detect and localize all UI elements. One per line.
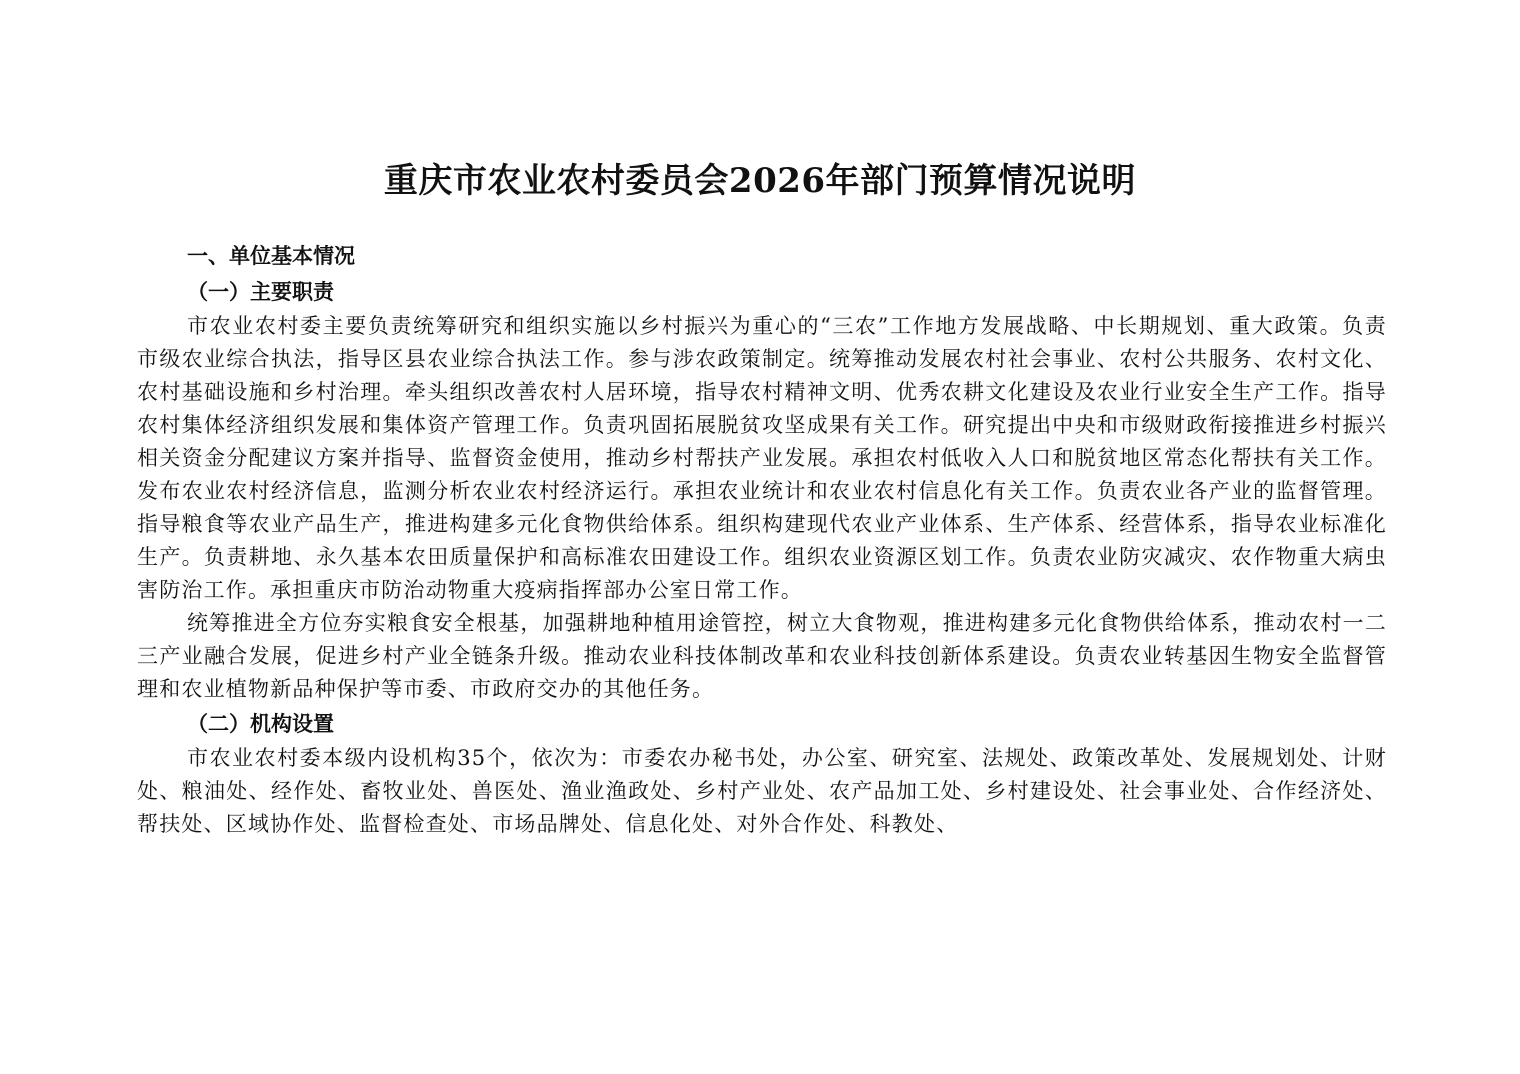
document-title: 重庆市农业农村委员会2026年部门预算情况说明 — [383, 161, 1137, 201]
paragraph-organization: 市农业农村委本级内设机构35个，依次为：市委农办秘书处，办公室、研究室、法规处、政策改革处、发展规划处、计财处、粮油处、经作处、畜牧业处、兽医处、渔业渔政处、乡村产业处、农产品加工处、乡村建设处、社会事业处、合作经济处、帮扶处、区域协作处、监督检查处、市场品牌处、信息化处、对外合作处、科教处、 — [137, 746, 1387, 836]
paragraph-additional-duties: 统筹推进全方位夯实粮食安全根基，加强耕地种植用途管控，树立大食物观，推进构建多元化食物供给体系，推动农村一二三产业融合发展，促进乡村产业全链条升级。推动农业科技体制改革和农业科技创新体系建设。负责农业转基因生物安全监督管理和农业植物新品种保护等市委、市政府交办的其他任务。 — [137, 611, 1387, 701]
section-heading-basic-info: 一、单位基本情况 — [187, 243, 355, 268]
paragraph-main-duties: 市农业农村委主要负责统筹研究和组织实施以乡村振兴为重心的“三农”工作地方发展战略、中长期规划、重大政策。负责市级农业综合执法，指导区县农业综合执法工作。参与涉农政策制定。统筹推动发展农村社会事业、农村公共服务、农村文化、农村基础设施和乡村治理。牵头组织改善农村人居环境，指导农村精神文明、优秀农耕文化建设及农业行业安全生产工作。指导农村集体经济组织发展和集体资产管理工作。负责巩固拓展脱贫攻坚成果有关工作。研究提出中央和市级财政衔接推进乡村振兴相关资金分配建议方案并指导、监督资金使用，推动乡村帮扶产业发展。承担农村低收入人口和脱贫地区常态化帮扶有关工作。发布农业农村经济信息，监测分析农业农村经济运行。承担农业统计和农业农村信息化有关工作。负责农业各产业的监督管理。指导粮食等农业产品生产，推进构建多元化食物供给体系。组织构建现代农业产业体系、生产体系、经营体系，指导农业标准化生产。负责耕地、永久基本农田质量保护和高标准农田建设工作。组织农业资源区划工作。负责农业防灾减灾、农作物重大病虫害防治工作。承担重庆市防治动物重大疫病指挥部办公室日常工作。 — [137, 314, 1387, 602]
subsection-heading-organization: （二）机构设置 — [187, 711, 334, 736]
document-body — [137, 238, 1387, 841]
subsection-heading-main-duties: （一）主要职责 — [187, 279, 334, 304]
